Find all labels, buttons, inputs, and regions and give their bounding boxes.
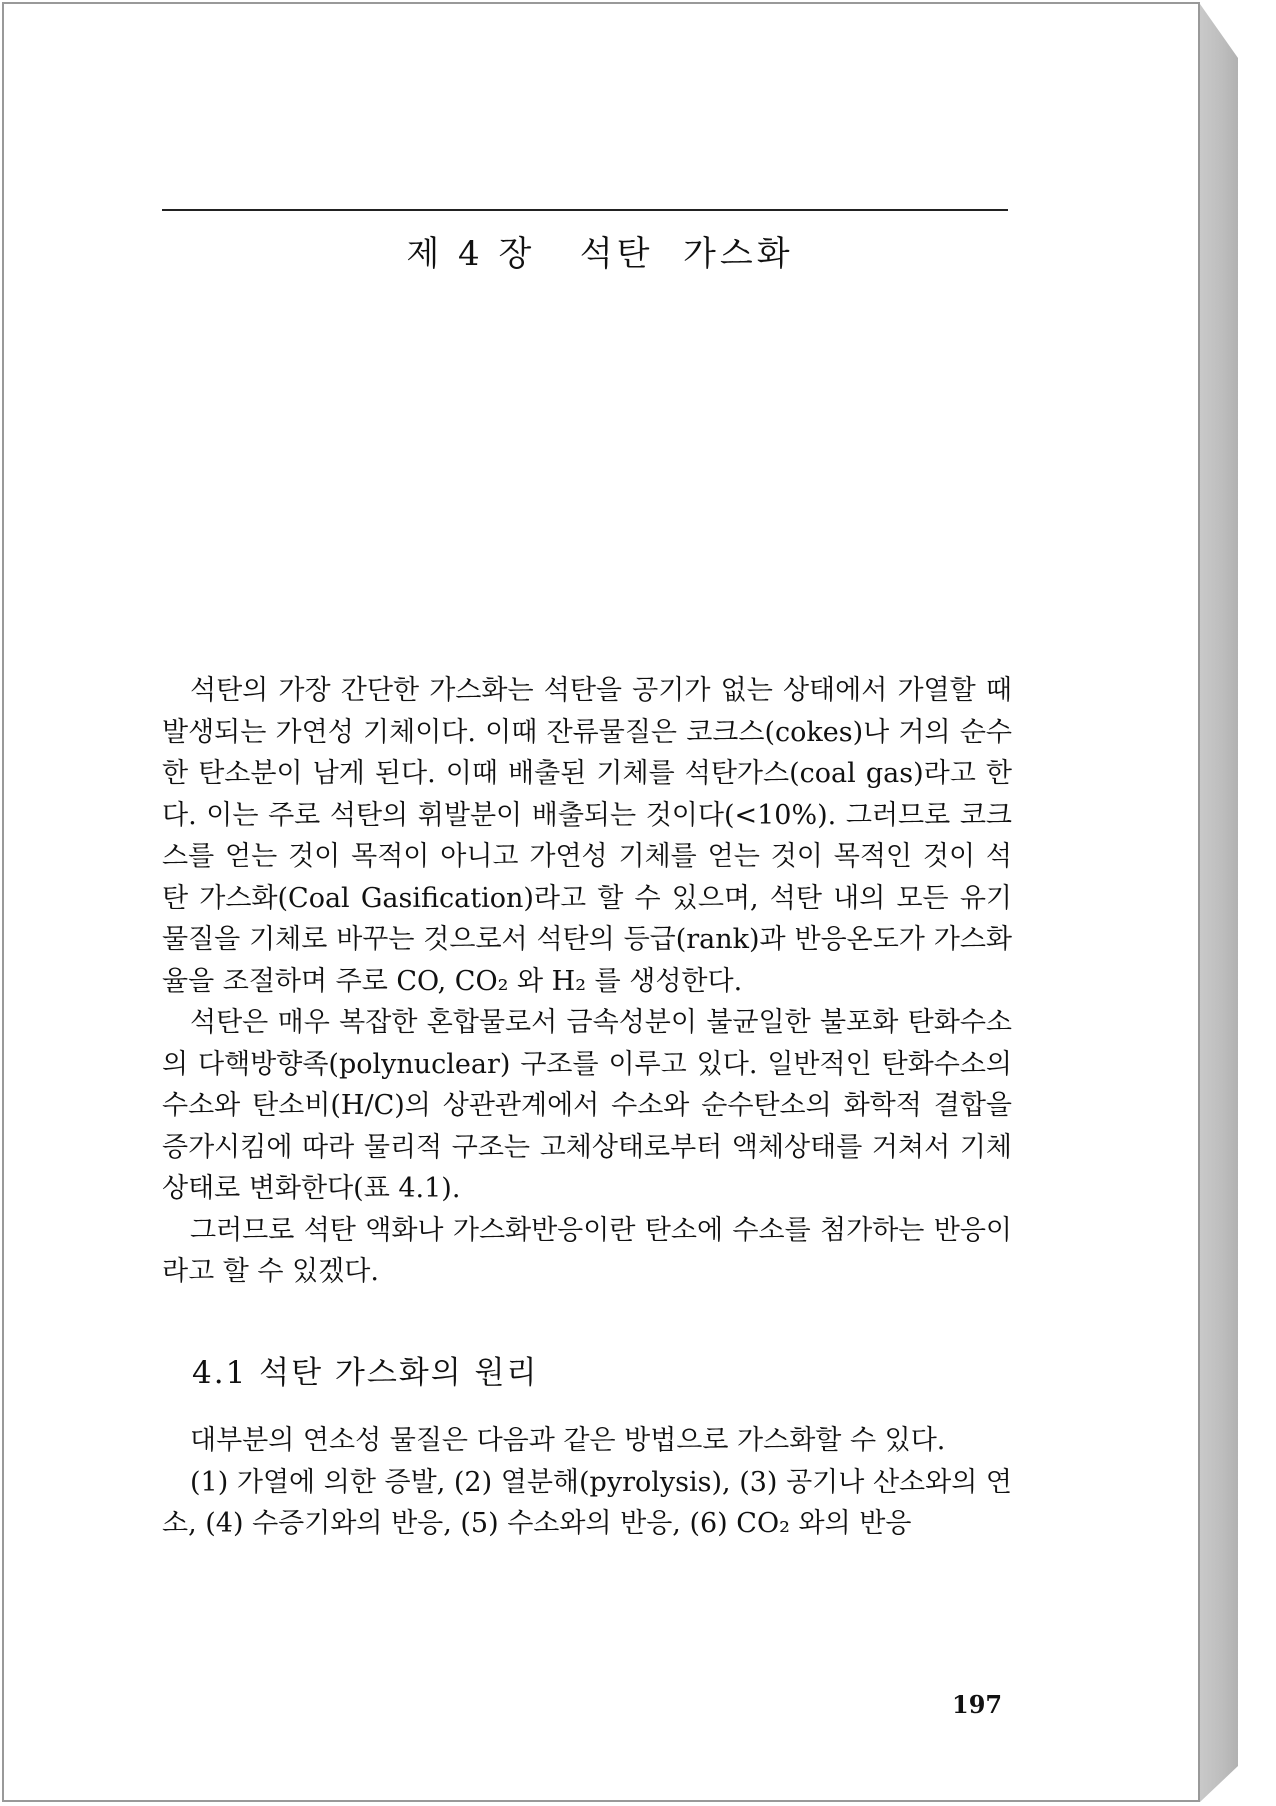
section-body xyxy=(162,1420,1012,1545)
paragraph-2: 석탄은 매우 복잡한 혼합물로서 금속성분이 불균일한 불포화 탄화수소의 다핵방향족(polynuclear) 구조를 이루고 있다. 일반적인 탄화수소의 수소와 탄소비(H/C)의 상관관계에서 수소와 순수탄소의 화학적 결합을 증가시킴에 따라 물리적 구조는 고체상태로부터 액체상태를 거쳐서 기체상태로 변화한다(표 4.1). xyxy=(162,1007,1012,1204)
section-paragraph-1: 대부분의 연소성 물질은 다음과 같은 방법으로 가스화할 수 있다. xyxy=(190,1425,946,1456)
section-paragraph-2: (1) 가열에 의한 증발, (2) 열분해(pyrolysis), (3) 공기나 산소와의 연소, (4) 수증기와의 반응, (5) 수소와의 반응, (6) CO₂ 와의 반응 xyxy=(162,1466,1012,1539)
page-number: 197 xyxy=(952,1690,1003,1719)
chapter-title: 제 4 장 석탄 가스화 xyxy=(406,234,794,274)
paragraph-3: 그러므로 석탄 액화나 가스화반응이란 탄소에 수소를 첨가하는 반응이라고 할 수 있겠다. xyxy=(162,1214,1012,1287)
paragraph-1: 석탄의 가장 간단한 가스화는 석탄을 공기가 없는 상태에서 가열할 때 발생되는 가연성 기체이다. 이때 잔류물질은 코크스(cokes)나 거의 순수한 탄소분이 남게 된다. 이때 배출된 기체를 석탄가스(coal gas)라고 한다. 이는 주로 석탄의 휘발분이 배출되는 것이다(<10%). 그러므로 코크스를 얻는 것이 목적이 아니고 가연성 기체를 얻는 것이 목적인 것이 석탄 가스화(Coal Gasification)라고 할 수 있으며, 석탄 내의 모든 유기물질을 기체로 바꾸는 것으로서 석탄의 등급(rank)과 반응온도가 가스화율을 조절하며 주로 CO, CO₂ 와 H₂ 를 생성한다. xyxy=(162,675,1012,997)
section-title: 4.1 석탄 가스화의 원리 xyxy=(192,1355,539,1391)
intro-body xyxy=(162,670,1012,1293)
chapter-rule xyxy=(162,209,1008,211)
page-edge xyxy=(1200,4,1238,1802)
